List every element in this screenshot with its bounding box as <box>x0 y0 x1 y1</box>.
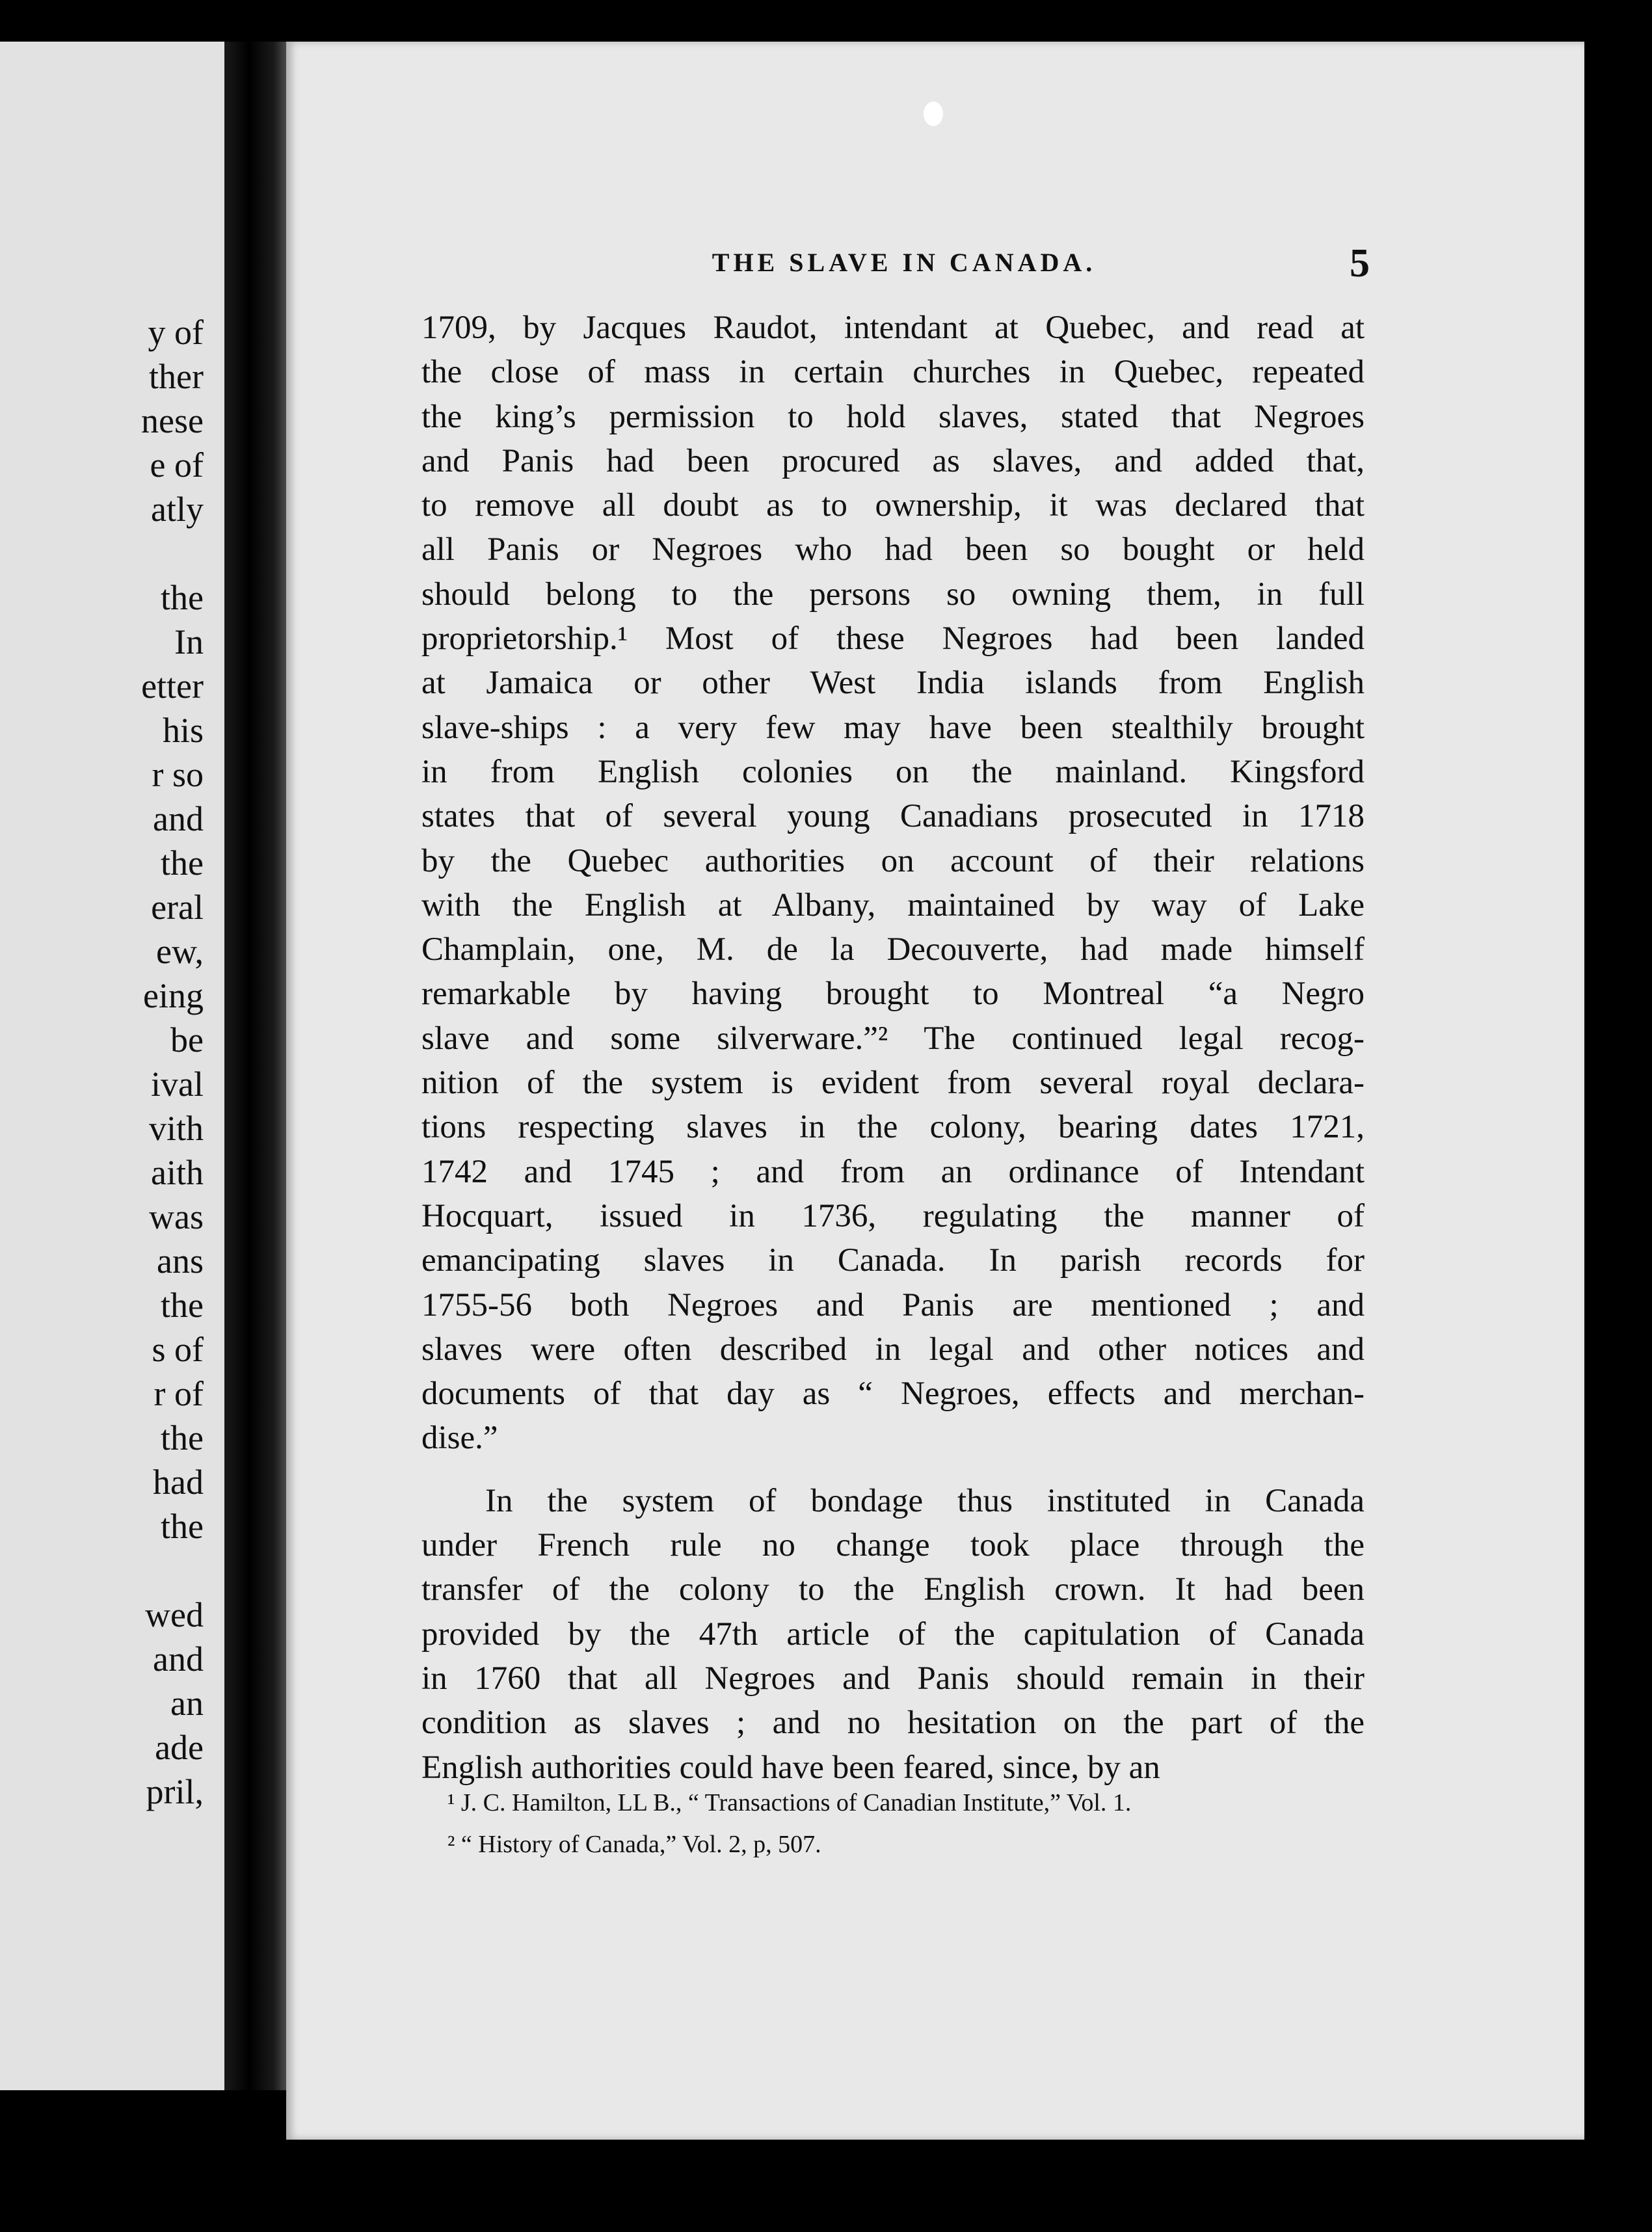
facing-page-fragment: wed <box>145 1595 204 1634</box>
facing-page-fragment: the <box>161 578 204 617</box>
facing-page-fragment: vith <box>148 1109 204 1148</box>
facing-page-fragment: pril, <box>146 1772 204 1811</box>
page-number: 5 <box>1350 241 1370 286</box>
text-line: all Panis or Negroes who had been so bought or held <box>421 531 1365 568</box>
body-text <box>421 306 1365 1790</box>
facing-page-fragment: and <box>153 799 204 838</box>
text-line: documents of that day as “ Negroes, effects and merchan- <box>421 1375 1365 1413</box>
text-line: the king’s permission to hold slaves, stated that Negroes <box>421 398 1365 435</box>
text-line: by the Quebec authorities on account of their relations <box>421 842 1365 879</box>
facing-page-fragment: etter <box>141 667 204 706</box>
facing-page-fragment: r so <box>152 755 204 794</box>
footnote-1: ¹ J. C. Hamilton, LL B., “ Transactions of Canadian Institute,” Vol. 1. <box>447 1789 1132 1816</box>
facing-page-fragment: be <box>170 1020 204 1059</box>
footnotes <box>447 1782 1358 1865</box>
text-line: English authorities could have been feared, since, by an <box>421 1749 1160 1786</box>
facing-page-fragment: y of <box>148 313 204 352</box>
facing-page-fragment: was <box>149 1197 204 1236</box>
text-line: to remove all doubt as to ownership, it was declared that <box>421 487 1365 524</box>
facing-page-fragment: e of <box>150 445 204 485</box>
text-line: proprietorship.¹ Most of these Negroes had been landed <box>421 620 1365 658</box>
facing-page-fragment: ival <box>151 1065 204 1104</box>
text-line: transfer of the colony to the English crown. It had been <box>421 1571 1365 1608</box>
paper-speck <box>924 101 943 126</box>
facing-page-fragment: the <box>161 844 204 883</box>
facing-page-fragment: the <box>161 1507 204 1546</box>
facing-page-fragment: had <box>153 1463 204 1502</box>
facing-page-fragment: nese <box>141 401 204 440</box>
paragraph-2 <box>421 1479 1365 1790</box>
facing-page-fragment: the <box>161 1418 204 1457</box>
facing-page-fragment: s of <box>152 1330 204 1369</box>
text-line: In the system of bondage thus instituted in Canada <box>485 1482 1365 1519</box>
text-line: remarkable by having brought to Montreal “a Negro <box>421 976 1365 1013</box>
facing-page-fragment: ew, <box>156 932 204 971</box>
text-line: Hocquart, issued in 1736, regulating the manner of <box>421 1197 1365 1234</box>
text-line: states that of several young Canadians prosecuted in 1718 <box>421 798 1365 835</box>
text-line: slaves were often described in legal and other notices and <box>421 1331 1365 1368</box>
text-line: and Panis had been procured as slaves, and added that, <box>421 442 1365 479</box>
text-line: with the English at Albany, maintained by way of Lake <box>421 886 1365 923</box>
paragraph-1 <box>421 306 1365 1461</box>
facing-page-fragment: ade <box>155 1728 204 1767</box>
facing-page-fragment: and <box>153 1640 204 1679</box>
text-line: dise.” <box>421 1420 498 1457</box>
facing-page-fragment: ans <box>157 1242 204 1281</box>
book-gutter <box>224 42 286 2090</box>
text-line: 1709, by Jacques Raudot, intendant at Quebec, and read at <box>421 310 1365 346</box>
text-line: in from English colonies on the mainland. Kingsford <box>421 753 1365 790</box>
facing-page-fragment: ther <box>149 357 204 396</box>
facing-page <box>0 42 224 2090</box>
text-line: slave-ships : a very few may have been stealthily brought <box>421 709 1365 746</box>
footnote-2: ² “ History of Canada,” Vol. 2, p, 507. <box>447 1831 821 1858</box>
text-line: the close of mass in certain churches in Quebec, repeated <box>421 354 1365 391</box>
text-line: at Jamaica or other West India islands from English <box>421 665 1365 702</box>
text-line: 1742 and 1745 ; and from an ordinance of Intendant <box>421 1153 1365 1190</box>
facing-page-fragment: atly <box>151 490 204 529</box>
facing-page-fragment: his <box>162 711 204 750</box>
text-line: slave and some silverware.”² The continued legal recog- <box>421 1020 1365 1057</box>
facing-page-fragment: r of <box>153 1374 204 1413</box>
facing-page-fragment: In <box>174 622 204 661</box>
text-line: 1755-56 both Negroes and Panis are mentioned ; and <box>421 1286 1365 1323</box>
facing-page-fragment: aith <box>151 1153 204 1192</box>
text-line: tions respecting slaves in the colony, bearing dates 1721, <box>421 1109 1365 1146</box>
text-line: condition as slaves ; and no hesitation on the part of the <box>421 1705 1365 1742</box>
running-head: THE SLAVE IN CANADA. <box>712 248 1097 277</box>
text-line: emancipating slaves in Canada. In parish records for <box>421 1242 1365 1279</box>
text-line: nition of the system is evident from several royal declara- <box>421 1065 1365 1102</box>
facing-page-fragment: an <box>170 1684 204 1723</box>
text-line: in 1760 that all Negroes and Panis should remain in their <box>421 1660 1365 1697</box>
facing-page-fragment: the <box>161 1286 204 1325</box>
facing-page-fragment: eing <box>143 976 204 1015</box>
text-line: should belong to the persons so owning them, in full <box>421 576 1365 613</box>
text-line: under French rule no change took place through the <box>421 1527 1365 1564</box>
text-line: Champlain, one, M. de la Decouverte, had made himself <box>421 931 1365 968</box>
text-line: provided by the 47th article of the capitulation of Canada <box>421 1615 1365 1653</box>
facing-page-fragment: eral <box>151 888 204 927</box>
